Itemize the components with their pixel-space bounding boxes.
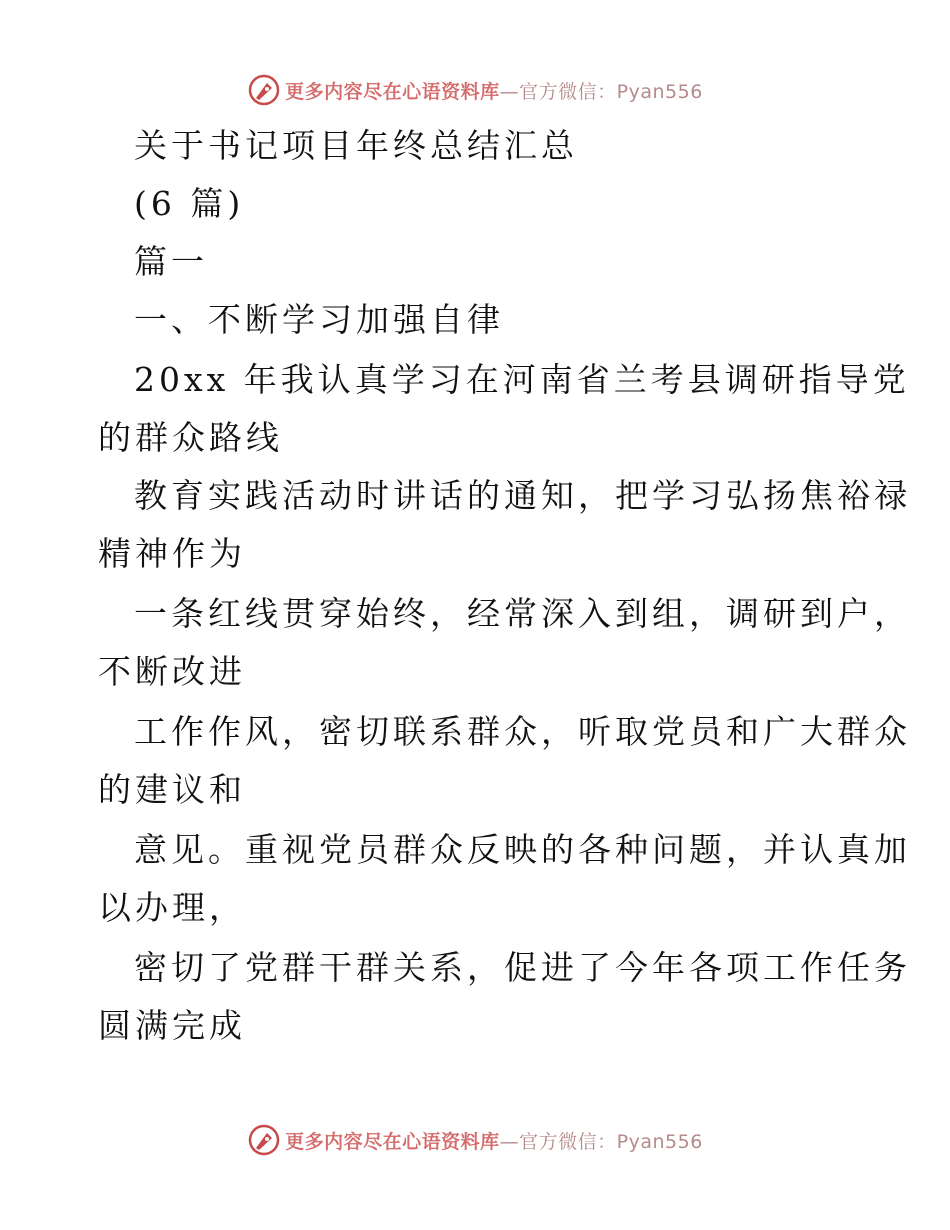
section-heading: 一、不断学习加强自律 bbox=[134, 300, 504, 339]
section-label: 篇一 bbox=[134, 242, 208, 281]
watermark-suffix: —官方微信：Pyan556 bbox=[499, 80, 703, 103]
paragraph-line: 以办理， bbox=[98, 888, 246, 927]
paragraph-line: 不断改进 bbox=[98, 652, 246, 691]
paragraph-line: 教育实践活动时讲话的通知，把学习弘扬焦裕禄 bbox=[134, 476, 911, 515]
paragraph-line: 工作作风，密切联系群众，听取党员和广大群众 bbox=[134, 712, 911, 751]
pen-nib-logo-icon bbox=[247, 1123, 281, 1157]
header-watermark bbox=[0, 70, 950, 110]
paragraph-line: 的建议和 bbox=[98, 770, 246, 809]
watermark-text: 更多内容尽在心语资料库 bbox=[285, 1130, 500, 1153]
paragraph-line: 精神作为 bbox=[98, 534, 246, 573]
paragraph-line: 一条红线贯穿始终，经常深入到组，调研到户， bbox=[134, 594, 911, 633]
watermark-suffix: —官方微信：Pyan556 bbox=[499, 1130, 703, 1153]
pen-nib-logo-icon bbox=[247, 73, 281, 107]
paragraph-line: 密切了党群干群关系，促进了今年各项工作任务 bbox=[134, 948, 911, 987]
paragraph-line: 20xx 年我认真学习在河南省兰考县调研指导党 bbox=[134, 360, 910, 399]
watermark-text: 更多内容尽在心语资料库 bbox=[285, 80, 500, 103]
document-title: 关于书记项目年终总结汇总 bbox=[134, 126, 578, 165]
paragraph-line: 意见。重视党员群众反映的各种问题，并认真加 bbox=[134, 830, 911, 869]
paragraph-line: 圆满完成 bbox=[98, 1006, 246, 1045]
document-subtitle: (6 篇) bbox=[134, 184, 245, 223]
footer-watermark bbox=[0, 1120, 950, 1160]
paragraph-line: 的群众路线 bbox=[98, 418, 283, 457]
